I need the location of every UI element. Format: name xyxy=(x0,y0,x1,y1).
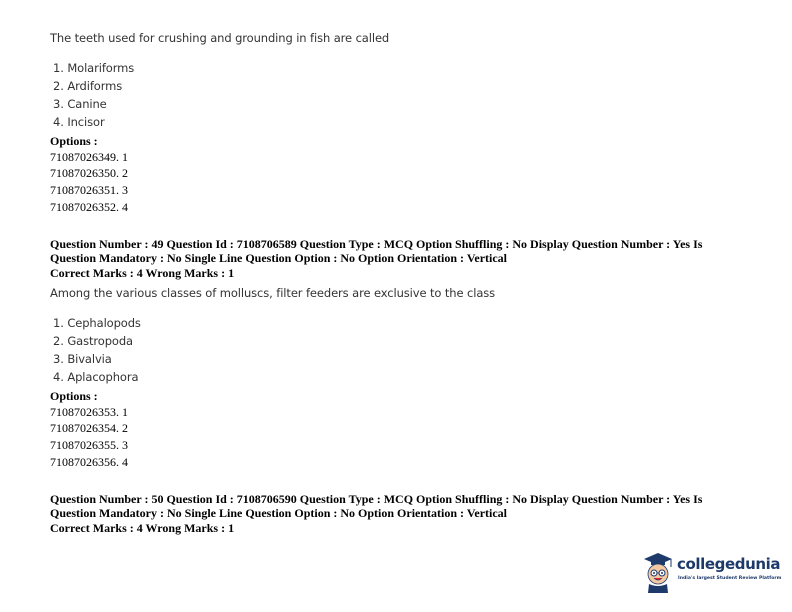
q48-option-id-3: 71087026351. 3 xyxy=(50,183,128,197)
q49-option-id-2: 71087026354. 2 xyxy=(50,421,128,435)
q48-option-id-2: 71087026350. 2 xyxy=(50,166,128,180)
q50-header-line-2: Question Mandatory : No Single Line Question Option : No Option Orientation : Vertical xyxy=(50,506,508,520)
q48-option-id-1: 71087026349. 1 xyxy=(50,150,128,164)
q49-option-id-4: 71087026356. 4 xyxy=(50,455,128,469)
question-48-text: The teeth used for crushing and grounding in fish are called xyxy=(50,31,390,45)
mascot-icon xyxy=(640,550,676,594)
q48-options-label: Options : xyxy=(50,134,98,148)
q48-option-id-4: 71087026352. 4 xyxy=(50,200,128,214)
q48-choice-2: 2. Ardiforms xyxy=(53,79,123,93)
q49-header-line-1: Question Number : 49 Question Id : 7108706589 Question Type : MCQ Option Shuffling : No Display Question Number : Yes Is xyxy=(50,237,703,251)
q49-choice-1: 1. Cephalopods xyxy=(53,316,141,330)
question-49-text: Among the various classes of molluscs, filter feeders are exclusive to the class xyxy=(50,286,496,300)
q48-choice-1: 1. Molariforms xyxy=(53,61,135,75)
q49-marks: Correct Marks : 4 Wrong Marks : 1 xyxy=(50,266,235,280)
q49-option-id-1: 71087026353. 1 xyxy=(50,405,128,419)
q49-header-line-2: Question Mandatory : No Single Line Question Option : No Option Orientation : Vertical xyxy=(50,251,508,265)
q49-option-id-3: 71087026355. 3 xyxy=(50,438,128,452)
q48-choice-4: 4. Incisor xyxy=(53,115,105,129)
q49-choice-2: 2. Gastropoda xyxy=(53,334,133,348)
collegedunia-logo xyxy=(640,550,790,594)
q49-options-label: Options : xyxy=(50,389,98,403)
logo-wordmark: collegedunia xyxy=(677,555,781,573)
q49-choice-3: 3. Bivalvia xyxy=(53,352,112,366)
q50-marks: Correct Marks : 4 Wrong Marks : 1 xyxy=(50,521,235,535)
q48-choice-3: 3. Canine xyxy=(53,97,107,111)
q50-header-line-1: Question Number : 50 Question Id : 7108706590 Question Type : MCQ Option Shuffling : No Display Question Number : Yes Is xyxy=(50,492,703,506)
logo-tagline: India's largest Student Review Platform xyxy=(678,576,782,581)
q49-choice-4: 4. Aplacophora xyxy=(53,370,139,384)
